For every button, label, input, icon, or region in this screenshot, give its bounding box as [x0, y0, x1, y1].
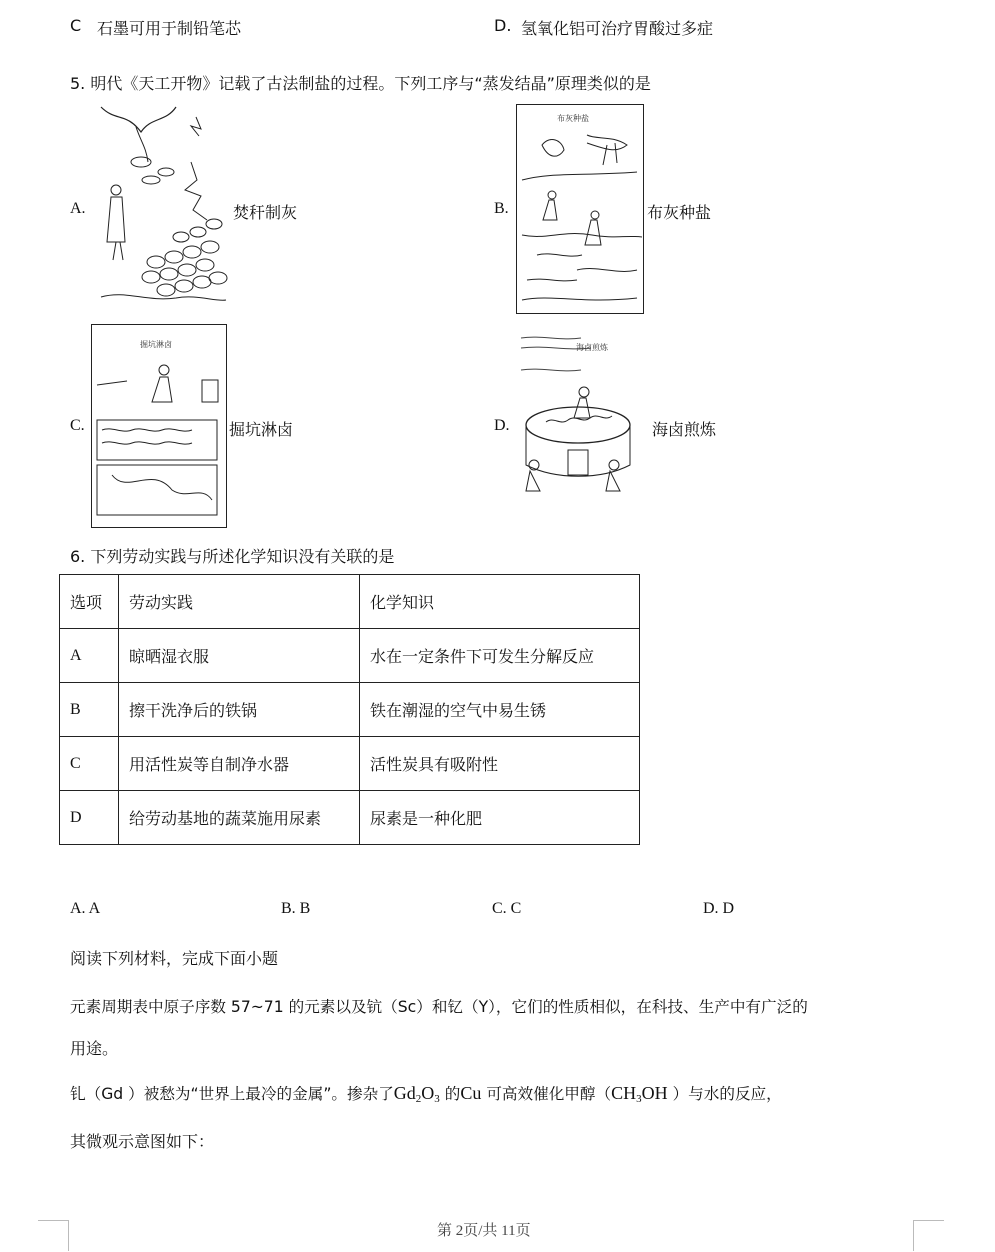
reading-text: ）与水的反应， [667, 1085, 782, 1103]
reading-paragraph-1-line-1: 元素周期表中原子序数 57~71 的元素以及钪（Sc）和钇（Y），它们的性质相似，在科技、生产中有广泛的 [70, 998, 808, 1016]
answer-option-b: B. B [281, 900, 311, 917]
formula-subscript: 3 [434, 1093, 440, 1105]
header-labor-practice: 劳动实践 [119, 575, 360, 629]
q5-option-d-letter: D. [494, 417, 510, 434]
formula-subscript: 3 [636, 1093, 642, 1105]
formula-subscript: 2 [415, 1093, 422, 1105]
q5-option-c-caption: 掘坑淋卤 [229, 420, 294, 439]
option-d-text: 氢氧化铝可治疗胃酸过多症 [521, 19, 714, 38]
reading-paragraph-2 [70, 1082, 782, 1105]
table-cell: A [60, 629, 119, 683]
formula-gd2o3 [394, 1083, 440, 1103]
q5-option-b-caption: 布灰种盐 [647, 203, 712, 222]
option-c-letter: C [70, 16, 82, 35]
formula-part: O [421, 1083, 435, 1103]
table-cell: 擦干洗净后的铁锅 [119, 683, 360, 737]
page-corner-mark-left [38, 1220, 69, 1251]
formula-part: Gd [393, 1083, 416, 1103]
q6-table [59, 574, 640, 845]
q5-option-c-illustration [91, 324, 227, 528]
table-cell: 活性炭具有吸附性 [360, 737, 640, 791]
reading-text: 钆（Gd ）被愁为“世界上最冷的金属”。掺杂了 [70, 1085, 394, 1103]
svg-text:布灰种盐: 布灰种盐 [557, 114, 589, 123]
q5-option-b-letter: B. [494, 200, 509, 217]
table-cell: 尿素是一种化肥 [360, 791, 640, 845]
reading-text: 的 [439, 1085, 461, 1103]
reading-paragraph-3: 其微观示意图如下： [70, 1132, 215, 1151]
table-row [60, 683, 640, 737]
formula-part: CH [611, 1083, 637, 1103]
answer-option-c: C. C [492, 900, 522, 917]
table-cell: 晾晒湿衣服 [119, 629, 360, 683]
formula-ch3oh [611, 1083, 668, 1103]
table-row [60, 629, 640, 683]
header-chemistry-knowledge: 化学知识 [360, 575, 640, 629]
svg-text:掘坑淋卤: 掘坑淋卤 [140, 340, 172, 349]
header-option: 选项 [60, 575, 119, 629]
q5-option-a-illustration [96, 102, 229, 312]
q5-option-a-caption: 焚秆制灰 [233, 203, 298, 222]
answer-option-d: D. D [703, 900, 735, 917]
q5-option-a-letter: A. [70, 200, 86, 217]
table-cell: 用活性炭等自制净水器 [119, 737, 360, 791]
table-row [60, 737, 640, 791]
formula-part: OH [641, 1083, 668, 1103]
reading-paragraph-1-line-2: 用途。 [70, 1039, 119, 1058]
formula-cu: Cu [460, 1083, 482, 1103]
table-cell: C [60, 737, 119, 791]
question-6-stem: 6. 下列劳动实践与所述化学知识没有关联的是 [70, 547, 395, 566]
q5-option-d-caption: 海卤煎炼 [652, 420, 717, 439]
svg-text:海卤煎炼: 海卤煎炼 [576, 343, 608, 352]
page-number: 第 2页/共 11页 [437, 1223, 531, 1239]
question-5-stem: 5. 明代《天工开物》记载了古法制盐的过程。下列工序与“蒸发结晶”原理类似的是 [70, 74, 651, 93]
table-cell: B [60, 683, 119, 737]
reading-intro: 阅读下列材料，完成下面小题 [70, 949, 279, 968]
table-header-row [60, 575, 640, 629]
answer-option-a: A. A [70, 900, 101, 917]
q5-option-d-illustration [516, 330, 646, 510]
page-corner-mark-right [913, 1220, 944, 1251]
q5-option-b-illustration [516, 104, 644, 314]
reading-text: 可高效催化甲醇（ [481, 1085, 612, 1103]
q5-option-c-letter: C. [70, 417, 85, 434]
option-c-text: 石墨可用于制铅笔芯 [97, 19, 242, 38]
table-cell: 给劳动基地的蔬菜施用尿素 [119, 791, 360, 845]
option-d-letter: D. [494, 16, 512, 35]
table-row [60, 791, 640, 845]
table-cell: 水在一定条件下可发生分解反应 [360, 629, 640, 683]
table-cell: 铁在潮湿的空气中易生锈 [360, 683, 640, 737]
table-cell: D [60, 791, 119, 845]
